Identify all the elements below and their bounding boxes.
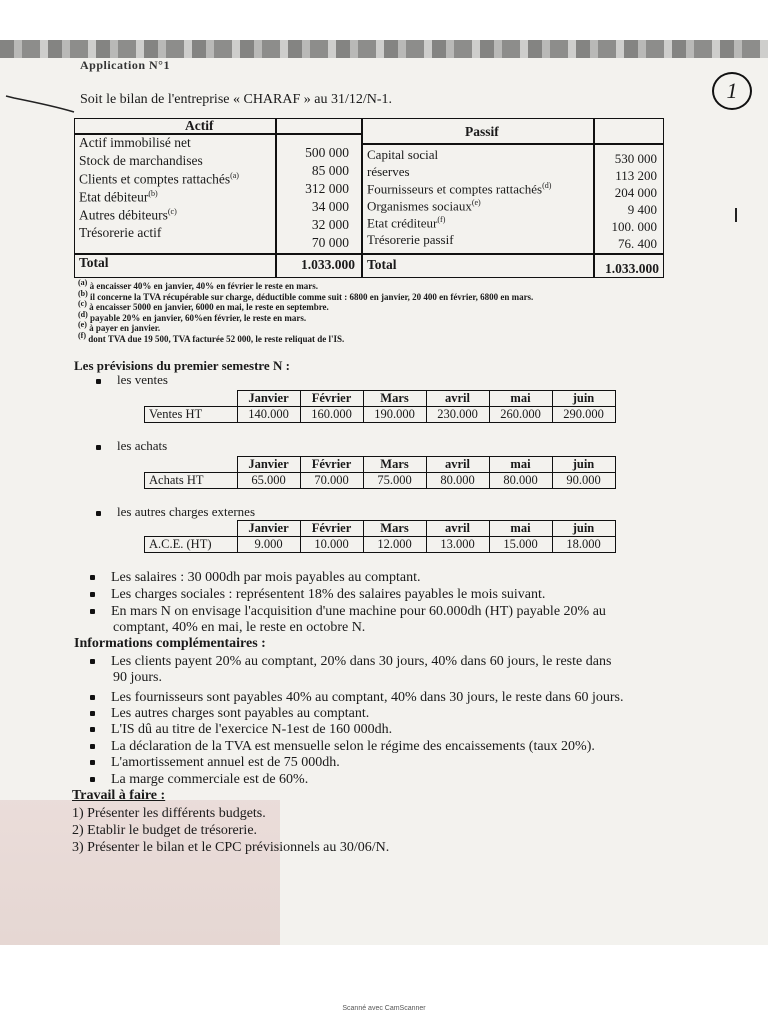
margin-mark (735, 208, 737, 222)
table-cell: 230.000 (426, 407, 489, 423)
info-bullet: Les salaires : 30 000dh par mois payables au comptant. (90, 570, 420, 586)
complementary-bullet: L'amortissement annuel est de 75 000dh. (90, 755, 340, 771)
forecast-bullet: les autres charges externes (96, 504, 255, 520)
passif-row-value: 9 400 (627, 202, 657, 217)
month-header: avril (426, 457, 489, 473)
complementary-bullet: 90 jours. (113, 670, 162, 685)
complementary-bullet: Les clients payent 20% au comptant, 20% dans 30 jours, 40% dans 60 jours, le reste dans (90, 654, 611, 670)
row-label: Achats HT (145, 473, 238, 489)
passif-row-label: Etat créditeur$^{(f)}$ (367, 215, 446, 231)
complementary-bullet: Les fournisseurs sont payables 40% au comptant, 40% dans 30 jours, le reste dans 60 jours. (90, 690, 623, 706)
actif-row-value: 312 000 (305, 181, 349, 196)
bullet-dot (90, 575, 95, 580)
bullet-dot (90, 777, 95, 782)
table-cell: 260.000 (489, 407, 552, 423)
table-cell: 18.000 (552, 537, 615, 553)
passif-row-value: 204 000 (614, 185, 657, 200)
work-item: 1) Présenter les différents budgets. (72, 806, 266, 821)
complementary-title: Informations complémentaires : (74, 636, 266, 651)
passif-row-value: 76. 400 (618, 236, 657, 251)
footnote: (f) dont TVA due 19 500, TVA facturée 52 000, le reste reliquat de l'IS. (78, 330, 345, 344)
passif-row-label: Fournisseurs et comptes rattachés$^{(d)}$ (367, 181, 552, 197)
bullet-dot (90, 711, 95, 716)
table-cell: 70.000 (300, 473, 363, 489)
actif-row-value: 32 000 (311, 217, 349, 232)
actif-row-label: Etat débiteur$^{(b)}$ (79, 189, 158, 205)
month-header: Février (300, 391, 363, 407)
actif-row-value: 500 000 (305, 145, 349, 160)
bullet-dot (90, 659, 95, 664)
actif-row-label: Trésorerie actif (79, 225, 162, 240)
table-cell: 190.000 (363, 407, 426, 423)
actif-row-label: Stock de marchandises (79, 153, 203, 168)
passif-row-value: 113 200 (615, 168, 657, 183)
intro-text: Soit le bilan de l'entreprise « CHARAF » au 31/12/N-1. (80, 92, 393, 107)
bullet-dot (96, 379, 101, 384)
actif-row-label: Actif immobilisé net (79, 135, 191, 150)
scanner-footer: Scanné avec CamScanner (342, 1005, 426, 1012)
month-header: Mars (363, 457, 426, 473)
forecast-title: Les prévisions du premier semestre N : (74, 358, 290, 373)
balance-sheet (74, 118, 664, 278)
passif-row-label: Trésorerie passif (367, 232, 454, 247)
work-title: Travail à faire : (72, 788, 166, 803)
info-bullet: comptant, 40% en mai, le reste en octobre N. (113, 620, 366, 635)
table-cell: 80.000 (426, 473, 489, 489)
total-passif-label: Total (367, 257, 397, 272)
complementary-bullet: Les autres charges sont payables au comptant. (90, 706, 369, 722)
info-bullet: Les charges sociales : représentent 18% des salaires payables le mois suivant. (90, 587, 545, 603)
month-header: mai (489, 521, 552, 537)
table-cell: 10.000 (300, 537, 363, 553)
forecast-bullet: les achats (96, 438, 167, 454)
actif-row-value: 34 000 (311, 199, 349, 214)
torn-edge (0, 40, 768, 58)
actif-header: Actif (185, 118, 214, 133)
work-item: 2) Etablir le budget de trésorerie. (72, 823, 258, 838)
forecast-table (144, 520, 616, 553)
table-cell: 9.000 (237, 537, 300, 553)
footnote: (c) à encaisser 5000 en janvier, 6000 en mai, le reste en septembre. (78, 299, 329, 312)
passif-header: Passif (465, 124, 499, 139)
total-passif-value: 1.033.000 (605, 261, 659, 276)
application-title: Application N°1 (80, 58, 170, 72)
bullet-dot (90, 744, 95, 749)
forecast-table (144, 456, 616, 489)
circled-page-number: 1 (712, 72, 752, 110)
table-cell: 160.000 (300, 407, 363, 423)
passif-row-label: Organismes sociaux$^{(e)}$ (367, 198, 481, 214)
bullet-dot (90, 727, 95, 732)
month-header: mai (489, 391, 552, 407)
table-cell: 15.000 (489, 537, 552, 553)
bullet-dot (90, 592, 95, 597)
month-header: Janvier (237, 521, 300, 537)
table-cell: 75.000 (363, 473, 426, 489)
month-header: mai (489, 457, 552, 473)
actif-row-value: 85 000 (311, 163, 349, 178)
bullet-dot (90, 609, 95, 614)
total-actif-label: Total (79, 255, 109, 270)
row-label: A.C.E. (HT) (145, 537, 238, 553)
passif-row-label: réserves (367, 164, 410, 179)
footnote: (d) payable 20% en janvier, 60%en février, le reste en mars. (78, 309, 307, 323)
table-cell: 140.000 (237, 407, 300, 423)
actif-row-label: Autres débiteurs$^{(c)}$ (79, 207, 177, 223)
info-bullet: En mars N on envisage l'acquisition d'une machine pour 60.000dh (HT) payable 20% au (90, 604, 606, 620)
complementary-bullet: La déclaration de la TVA est mensuelle selon le régime des encaissements (taux 20%). (90, 739, 595, 755)
complementary-bullet: L'IS dû au titre de l'exercice N-1est de 160 000dh. (90, 722, 392, 738)
forecast-table (144, 390, 616, 423)
passif-row-value: 530 000 (614, 151, 657, 166)
complementary-bullet: La marge commerciale est de 60%. (90, 772, 308, 788)
month-header: Janvier (237, 391, 300, 407)
passif-row-label: Capital social (367, 147, 439, 162)
table-cell: 290.000 (552, 407, 615, 423)
total-actif-value: 1.033.000 (301, 257, 355, 272)
work-item: 3) Présenter le bilan et le CPC prévisionnels au 30/06/N. (72, 840, 390, 855)
month-header: Février (300, 521, 363, 537)
forecast-bullet: les ventes (96, 372, 168, 388)
footnote: (a) à encaisser 40% en janvier, 40% en février le reste en mars. (78, 278, 318, 291)
month-header: Février (300, 457, 363, 473)
month-header: juin (552, 457, 615, 473)
bullet-dot (96, 445, 101, 450)
month-header: Mars (363, 391, 426, 407)
passif-row-value: 100. 000 (611, 219, 657, 234)
table-cell: 90.000 (552, 473, 615, 489)
actif-row-label: Clients et comptes rattachés$^{(a)}$ (79, 171, 239, 187)
bullet-dot (90, 695, 95, 700)
month-header: juin (552, 391, 615, 407)
table-cell: 80.000 (489, 473, 552, 489)
table-cell: 13.000 (426, 537, 489, 553)
month-header: avril (426, 391, 489, 407)
actif-row-value: 70 000 (311, 235, 349, 250)
month-header: Mars (363, 521, 426, 537)
month-header: avril (426, 521, 489, 537)
bullet-dot (90, 760, 95, 765)
table-cell: 65.000 (237, 473, 300, 489)
hand-drawn-arrow (4, 92, 76, 114)
bullet-dot (96, 511, 101, 516)
footnote: (b) il concerne la TVA récupérable sur charge, déductible comme suit : 6800 en janvier, 20 400 en février, 6800 en mars. (78, 288, 534, 302)
footnote: (e) à payer en janvier. (78, 320, 161, 333)
row-label: Ventes HT (145, 407, 238, 423)
month-header: Janvier (237, 457, 300, 473)
month-header: juin (552, 521, 615, 537)
table-cell: 12.000 (363, 537, 426, 553)
